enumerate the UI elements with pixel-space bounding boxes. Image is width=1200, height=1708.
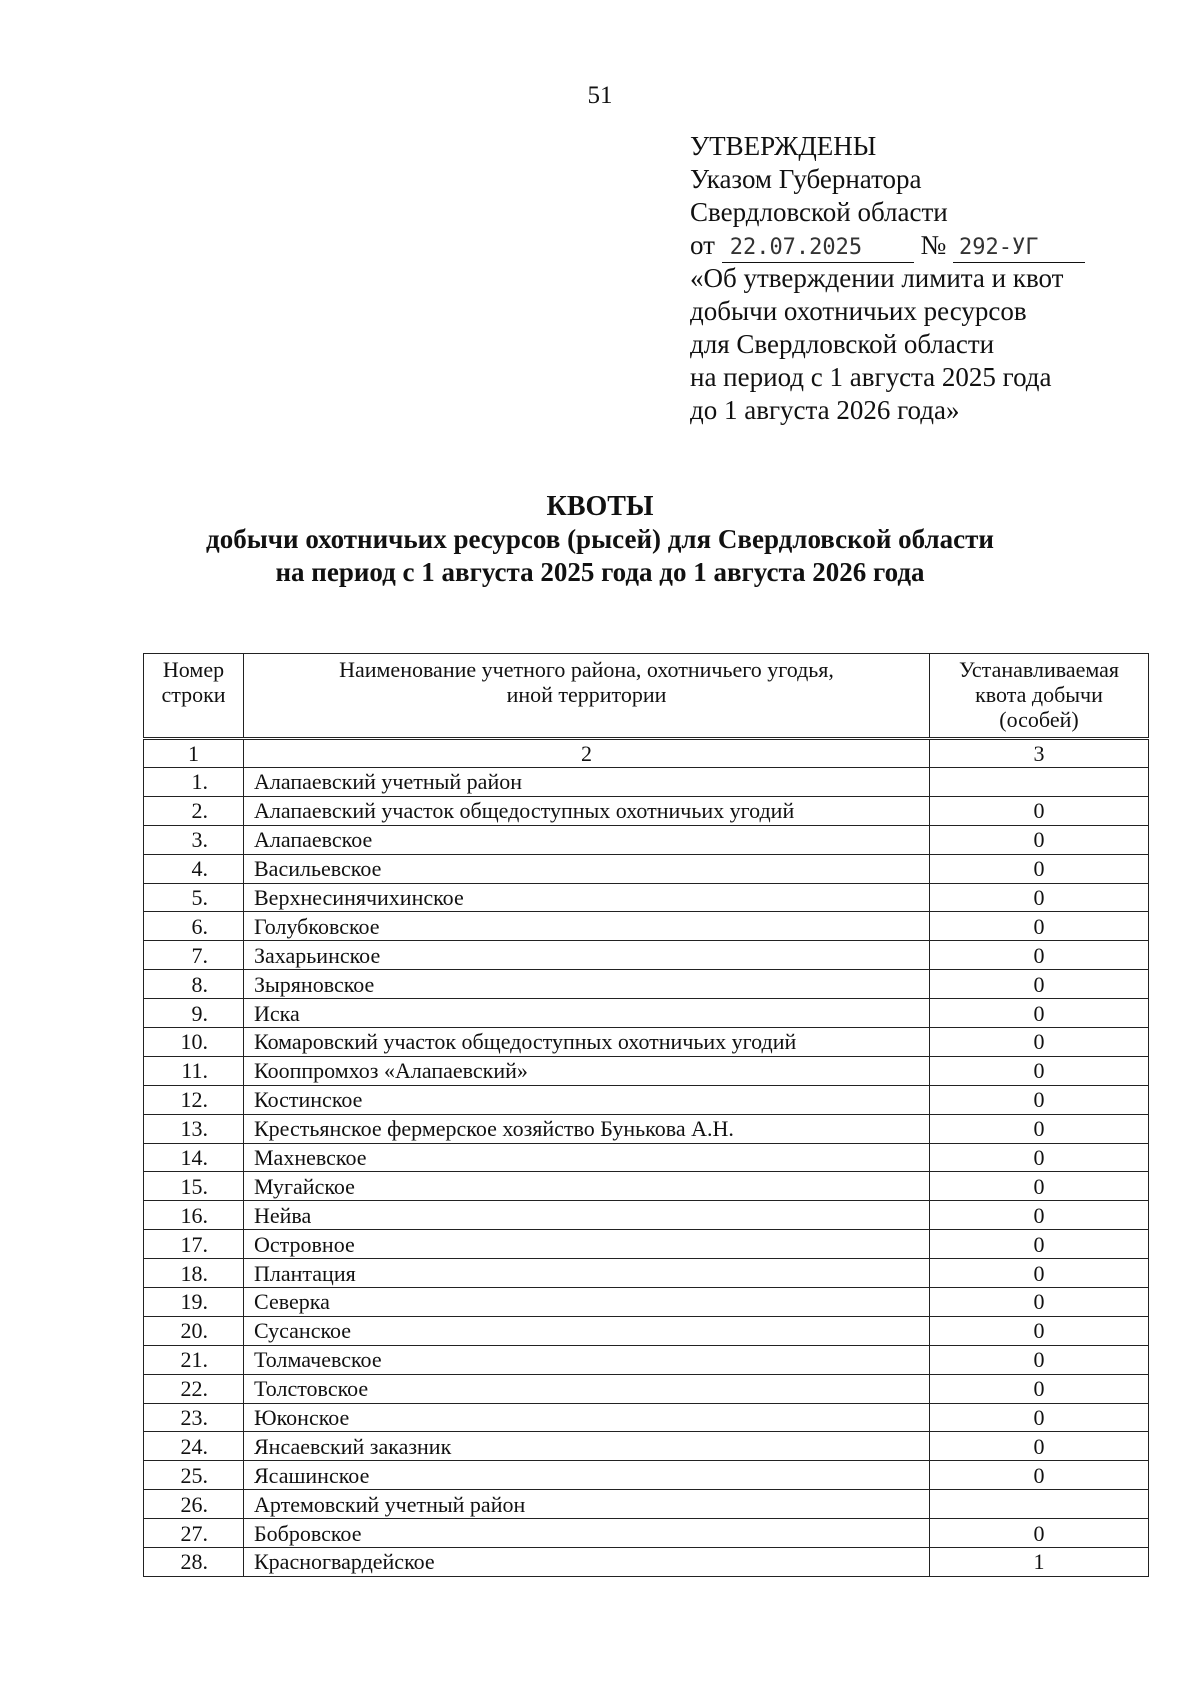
subject-line: на период с 1 августа 2025 года bbox=[690, 362, 1052, 392]
header-row-number bbox=[144, 654, 244, 739]
area-name: Костинское bbox=[244, 1085, 930, 1114]
quota-value: 0 bbox=[930, 796, 1149, 825]
quota-value: 0 bbox=[930, 854, 1149, 883]
quota-value: 0 bbox=[930, 1143, 1149, 1172]
table-row bbox=[144, 941, 1149, 970]
row-number: 13. bbox=[144, 1114, 244, 1143]
quota-value: 0 bbox=[930, 1259, 1149, 1288]
area-name: Комаровский участок общедоступных охотничьих угодий bbox=[244, 1028, 930, 1057]
table-row bbox=[144, 1288, 1149, 1317]
approval-line: Свердловской области bbox=[690, 197, 948, 227]
quota-value: 0 bbox=[930, 1201, 1149, 1230]
row-number: 3. bbox=[144, 825, 244, 854]
column-number: 3 bbox=[930, 739, 1149, 768]
document-heading bbox=[0, 490, 1200, 589]
area-name: Янсаевский заказник bbox=[244, 1432, 930, 1461]
row-number: 5. bbox=[144, 883, 244, 912]
table-row bbox=[144, 1201, 1149, 1230]
row-number: 27. bbox=[144, 1519, 244, 1548]
table-row bbox=[144, 796, 1149, 825]
header-quota bbox=[930, 654, 1149, 739]
table-row bbox=[144, 1519, 1149, 1548]
decree-date-number-line bbox=[690, 229, 1150, 262]
table-row bbox=[144, 999, 1149, 1028]
area-name: Юконское bbox=[244, 1403, 930, 1432]
area-name: Плантация bbox=[244, 1259, 930, 1288]
quota-value: 0 bbox=[930, 1028, 1149, 1057]
subject-line: до 1 августа 2026 года» bbox=[690, 395, 960, 425]
quota-value: 0 bbox=[930, 941, 1149, 970]
area-name: Ясашинское bbox=[244, 1461, 930, 1490]
decree-date: 22.07.2025 bbox=[722, 234, 914, 263]
header-text: строки bbox=[161, 682, 226, 707]
page-number: 51 bbox=[587, 82, 613, 109]
table-row bbox=[144, 1143, 1149, 1172]
quota-value: 0 bbox=[930, 1085, 1149, 1114]
approval-line: Указом Губернатора bbox=[690, 164, 922, 194]
table-row bbox=[144, 912, 1149, 941]
quota-table bbox=[143, 653, 1149, 1577]
row-number: 4. bbox=[144, 854, 244, 883]
table-row bbox=[144, 1056, 1149, 1085]
quota-value bbox=[930, 1490, 1149, 1519]
row-number: 25. bbox=[144, 1461, 244, 1490]
quota-value: 0 bbox=[930, 825, 1149, 854]
row-number: 15. bbox=[144, 1172, 244, 1201]
table-row bbox=[144, 1461, 1149, 1490]
table-row bbox=[144, 1259, 1149, 1288]
row-number: 7. bbox=[144, 941, 244, 970]
table-row bbox=[144, 1432, 1149, 1461]
row-number: 6. bbox=[144, 912, 244, 941]
header-text: Наименование учетного района, охотничьего угодья, bbox=[339, 657, 834, 682]
heading-subtitle: на период с 1 августа 2025 года до 1 августа 2026 года bbox=[275, 557, 925, 587]
row-number: 28. bbox=[144, 1548, 244, 1577]
area-name: Иска bbox=[244, 999, 930, 1028]
row-number: 9. bbox=[144, 999, 244, 1028]
quota-value: 0 bbox=[930, 883, 1149, 912]
quota-value: 0 bbox=[930, 1519, 1149, 1548]
area-name: Красногвардейское bbox=[244, 1548, 930, 1577]
quota-value: 0 bbox=[930, 1374, 1149, 1403]
quota-value: 0 bbox=[930, 1432, 1149, 1461]
table-row bbox=[144, 1114, 1149, 1143]
quota-value: 0 bbox=[930, 1172, 1149, 1201]
heading-title: КВОТЫ bbox=[546, 491, 654, 522]
quota-value bbox=[930, 768, 1149, 797]
column-number: 2 bbox=[244, 739, 930, 768]
quota-value: 0 bbox=[930, 999, 1149, 1028]
row-number: 20. bbox=[144, 1316, 244, 1345]
area-name: Бобровское bbox=[244, 1519, 930, 1548]
row-number: 26. bbox=[144, 1490, 244, 1519]
quota-value: 0 bbox=[930, 1345, 1149, 1374]
table-row bbox=[144, 768, 1149, 797]
table-row bbox=[144, 970, 1149, 999]
area-name: Толстовское bbox=[244, 1374, 930, 1403]
row-number: 14. bbox=[144, 1143, 244, 1172]
approval-line: УТВЕРЖДЕНЫ bbox=[690, 131, 877, 161]
area-name: Мугайское bbox=[244, 1172, 930, 1201]
area-name: Нейва bbox=[244, 1201, 930, 1230]
area-name: Голубковское bbox=[244, 912, 930, 941]
date-prefix: от bbox=[690, 230, 715, 260]
table-row bbox=[144, 854, 1149, 883]
header-area-name bbox=[244, 654, 930, 739]
row-number: 23. bbox=[144, 1403, 244, 1432]
area-name: Сусанское bbox=[244, 1316, 930, 1345]
area-name: Алапаевский участок общедоступных охотничьих угодий bbox=[244, 796, 930, 825]
header-text: Устанавливаемая bbox=[958, 657, 1119, 682]
table-row bbox=[144, 1548, 1149, 1577]
table-row bbox=[144, 825, 1149, 854]
area-name: Захарьинское bbox=[244, 941, 930, 970]
table-row bbox=[144, 1085, 1149, 1114]
table-row bbox=[144, 1028, 1149, 1057]
table-row bbox=[144, 1230, 1149, 1259]
area-name: Толмачевское bbox=[244, 1345, 930, 1374]
table-row bbox=[144, 1316, 1149, 1345]
row-number: 17. bbox=[144, 1230, 244, 1259]
quota-value: 0 bbox=[930, 1114, 1149, 1143]
row-number: 1. bbox=[144, 768, 244, 797]
table-row bbox=[144, 1172, 1149, 1201]
subject-line: добычи охотничьих ресурсов bbox=[690, 296, 1027, 326]
table-row bbox=[144, 1345, 1149, 1374]
header-text: иной территории bbox=[506, 682, 667, 707]
approval-block bbox=[690, 130, 1150, 427]
area-name: Крестьянское фермерское хозяйство Бунькова А.Н. bbox=[244, 1114, 930, 1143]
quota-value: 0 bbox=[930, 970, 1149, 999]
row-number: 10. bbox=[144, 1028, 244, 1057]
decree-number: 292-УГ bbox=[953, 234, 1085, 263]
quota-value: 1 bbox=[930, 1548, 1149, 1577]
row-number: 21. bbox=[144, 1345, 244, 1374]
table-row bbox=[144, 1490, 1149, 1519]
area-name: Васильевское bbox=[244, 854, 930, 883]
quota-value: 0 bbox=[930, 1316, 1149, 1345]
row-number: 2. bbox=[144, 796, 244, 825]
number-prefix: № bbox=[920, 230, 947, 260]
table-row bbox=[144, 1374, 1149, 1403]
heading-subtitle: добычи охотничьих ресурсов (рысей) для Свердловской области bbox=[206, 524, 994, 554]
area-name: Алапаевское bbox=[244, 825, 930, 854]
area-name: Северка bbox=[244, 1288, 930, 1317]
header-text: квота добычи bbox=[975, 682, 1103, 707]
table-header-row bbox=[144, 654, 1149, 739]
area-name: Зыряновское bbox=[244, 970, 930, 999]
area-name: Кооппромхоз «Алапаевский» bbox=[244, 1056, 930, 1085]
row-number: 11. bbox=[144, 1056, 244, 1085]
area-name: Артемовский учетный район bbox=[244, 1490, 930, 1519]
subject-line: для Свердловской области bbox=[690, 329, 995, 359]
row-number: 12. bbox=[144, 1085, 244, 1114]
area-name: Верхнесинячихинское bbox=[244, 883, 930, 912]
quota-value: 0 bbox=[930, 1403, 1149, 1432]
area-name: Махневское bbox=[244, 1143, 930, 1172]
quota-value: 0 bbox=[930, 1230, 1149, 1259]
row-number: 24. bbox=[144, 1432, 244, 1461]
quota-value: 0 bbox=[930, 1461, 1149, 1490]
quota-value: 0 bbox=[930, 1288, 1149, 1317]
column-number: 1 bbox=[144, 739, 244, 768]
row-number: 8. bbox=[144, 970, 244, 999]
row-number: 19. bbox=[144, 1288, 244, 1317]
column-number-row bbox=[144, 739, 1149, 768]
area-name: Островное bbox=[244, 1230, 930, 1259]
subject-line: «Об утверждении лимита и квот bbox=[690, 263, 1064, 293]
header-text: Номер bbox=[162, 657, 225, 682]
area-name: Алапаевский учетный район bbox=[244, 768, 930, 797]
header-text: (особей) bbox=[999, 707, 1079, 732]
quota-value: 0 bbox=[930, 1056, 1149, 1085]
row-number: 22. bbox=[144, 1374, 244, 1403]
quota-value: 0 bbox=[930, 912, 1149, 941]
row-number: 18. bbox=[144, 1259, 244, 1288]
table-row bbox=[144, 883, 1149, 912]
table-row bbox=[144, 1403, 1149, 1432]
row-number: 16. bbox=[144, 1201, 244, 1230]
